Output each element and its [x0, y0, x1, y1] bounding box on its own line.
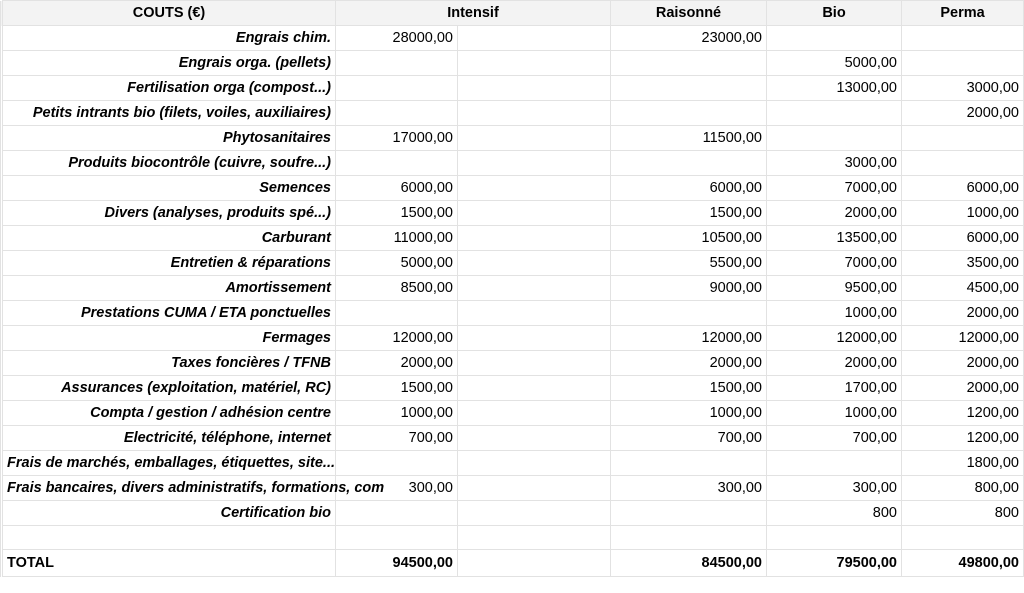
- cell-raisonne[interactable]: 23000,00: [611, 26, 767, 51]
- cell-intensif[interactable]: [336, 101, 458, 126]
- cell-extra[interactable]: [458, 376, 611, 401]
- cell-raisonne[interactable]: [611, 51, 767, 76]
- cell-extra[interactable]: [458, 426, 611, 451]
- cell-bio[interactable]: 1000,00: [767, 301, 902, 326]
- cell-raisonne[interactable]: [611, 301, 767, 326]
- total-extra[interactable]: [458, 550, 611, 577]
- row-label[interactable]: Amortissement: [3, 276, 336, 301]
- row-label[interactable]: Taxes foncières / TFNB: [3, 351, 336, 376]
- cell[interactable]: [3, 526, 336, 550]
- cell-perma[interactable]: 2000,00: [902, 101, 1024, 126]
- cell-bio[interactable]: [767, 126, 902, 151]
- cell-extra[interactable]: [458, 401, 611, 426]
- table-row: [1, 326, 1024, 351]
- cell-intensif[interactable]: 2000,00: [336, 351, 458, 376]
- cell-perma[interactable]: 1800,00: [902, 451, 1024, 476]
- row-label[interactable]: Engrais orga. (pellets): [3, 51, 336, 76]
- cell-bio[interactable]: 300,00: [767, 476, 902, 501]
- cell[interactable]: [902, 526, 1024, 550]
- cell-raisonne[interactable]: [611, 76, 767, 101]
- row-label[interactable]: Electricité, téléphone, internet: [3, 426, 336, 451]
- table-row: [1, 376, 1024, 401]
- cell-bio[interactable]: 12000,00: [767, 326, 902, 351]
- table-row: [1, 276, 1024, 301]
- header-cell-raisonne[interactable]: Raisonné: [611, 1, 767, 26]
- cell-perma[interactable]: [902, 51, 1024, 76]
- table-row: [1, 26, 1024, 51]
- cell-extra[interactable]: [458, 51, 611, 76]
- total-row: [1, 550, 1024, 577]
- cell-extra[interactable]: [458, 276, 611, 301]
- cell-bio[interactable]: 13000,00: [767, 76, 902, 101]
- cell-raisonne[interactable]: 12000,00: [611, 326, 767, 351]
- cell-intensif[interactable]: [336, 301, 458, 326]
- cell-intensif[interactable]: 1500,00: [336, 201, 458, 226]
- table-row: [1, 76, 1024, 101]
- cell-perma[interactable]: [902, 151, 1024, 176]
- cell-perma[interactable]: 3000,00: [902, 76, 1024, 101]
- cell-raisonne[interactable]: 1500,00: [611, 376, 767, 401]
- cell-bio[interactable]: 1700,00: [767, 376, 902, 401]
- cell-raisonne[interactable]: 300,00: [611, 476, 767, 501]
- row-label[interactable]: Fertilisation orga (compost...): [3, 76, 336, 101]
- cell-perma[interactable]: 2000,00: [902, 351, 1024, 376]
- cell[interactable]: [458, 526, 611, 550]
- cell-raisonne[interactable]: [611, 101, 767, 126]
- cell-raisonne[interactable]: [611, 151, 767, 176]
- row-label[interactable]: Produits biocontrôle (cuivre, soufre...): [3, 151, 336, 176]
- cell-extra[interactable]: [458, 351, 611, 376]
- cell-intensif[interactable]: 1500,00: [336, 376, 458, 401]
- table-row: [1, 176, 1024, 201]
- cell-extra[interactable]: [458, 126, 611, 151]
- cell-intensif[interactable]: [336, 451, 458, 476]
- cell-perma[interactable]: [902, 26, 1024, 51]
- cell-perma[interactable]: 4500,00: [902, 276, 1024, 301]
- table-row: [1, 476, 1024, 501]
- cell-bio[interactable]: [767, 451, 902, 476]
- cell-extra[interactable]: [458, 201, 611, 226]
- table-row: [1, 251, 1024, 276]
- cell-bio[interactable]: 7000,00: [767, 251, 902, 276]
- table-row: [1, 401, 1024, 426]
- cell-raisonne[interactable]: 2000,00: [611, 351, 767, 376]
- table-row: [1, 501, 1024, 526]
- header-cell-bio[interactable]: Bio: [767, 1, 902, 26]
- table-row: [1, 301, 1024, 326]
- table-row: [1, 426, 1024, 451]
- cell-perma[interactable]: 2000,00: [902, 301, 1024, 326]
- cell-perma[interactable]: 12000,00: [902, 326, 1024, 351]
- cell-perma[interactable]: 6000,00: [902, 226, 1024, 251]
- row-label[interactable]: Frais de marchés, emballages, étiquettes, site...: [3, 451, 336, 476]
- cell-extra[interactable]: [458, 326, 611, 351]
- total-perma[interactable]: 49800,00: [902, 550, 1024, 577]
- cell-raisonne[interactable]: 11500,00: [611, 126, 767, 151]
- table-row: [1, 351, 1024, 376]
- row-label[interactable]: Entretien & réparations: [3, 251, 336, 276]
- cell-extra[interactable]: [458, 451, 611, 476]
- cell-intensif[interactable]: [336, 76, 458, 101]
- row-label[interactable]: Engrais chim.: [3, 26, 336, 51]
- cell-bio[interactable]: [767, 26, 902, 51]
- total-raisonne[interactable]: 84500,00: [611, 550, 767, 577]
- row-label[interactable]: Petits intrants bio (filets, voiles, auxiliaires): [3, 101, 336, 126]
- cell-perma[interactable]: 1200,00: [902, 401, 1024, 426]
- cell-intensif[interactable]: 11000,00: [336, 226, 458, 251]
- cell-bio[interactable]: 3000,00: [767, 151, 902, 176]
- cell-raisonne[interactable]: 9000,00: [611, 276, 767, 301]
- row-label[interactable]: Phytosanitaires: [3, 126, 336, 151]
- cell-intensif[interactable]: 5000,00: [336, 251, 458, 276]
- row-label[interactable]: Compta / gestion / adhésion centre: [3, 401, 336, 426]
- row-label[interactable]: Divers (analyses, produits spé...): [3, 201, 336, 226]
- cell-perma[interactable]: 800: [902, 501, 1024, 526]
- cell-extra[interactable]: [458, 101, 611, 126]
- cell-extra[interactable]: [458, 301, 611, 326]
- cell-perma[interactable]: 2000,00: [902, 376, 1024, 401]
- header-row: [1, 1, 1024, 26]
- table-row: [1, 126, 1024, 151]
- cell-intensif[interactable]: [336, 51, 458, 76]
- cell-raisonne[interactable]: 700,00: [611, 426, 767, 451]
- table-row: [1, 151, 1024, 176]
- cell-extra[interactable]: [458, 251, 611, 276]
- total-intensif[interactable]: 94500,00: [336, 550, 458, 577]
- cell-perma[interactable]: 6000,00: [902, 176, 1024, 201]
- table-row: [1, 101, 1024, 126]
- cell-intensif[interactable]: 8500,00: [336, 276, 458, 301]
- empty-row: [1, 526, 1024, 550]
- cell-bio[interactable]: [767, 101, 902, 126]
- cell-extra[interactable]: [458, 26, 611, 51]
- cell-intensif[interactable]: 300,00: [336, 476, 458, 501]
- header-cell-label[interactable]: COUTS (€): [3, 1, 336, 26]
- cell-bio[interactable]: 700,00: [767, 426, 902, 451]
- cell-bio[interactable]: 2000,00: [767, 351, 902, 376]
- cell-raisonne[interactable]: 1000,00: [611, 401, 767, 426]
- header-cell-perma[interactable]: Perma: [902, 1, 1024, 26]
- row-label[interactable]: Assurances (exploitation, matériel, RC): [3, 376, 336, 401]
- total-label[interactable]: TOTAL: [3, 550, 336, 577]
- cell-perma[interactable]: [902, 126, 1024, 151]
- row-label[interactable]: Prestations CUMA / ETA ponctuelles: [3, 301, 336, 326]
- cell-extra[interactable]: [458, 226, 611, 251]
- cell-bio[interactable]: 5000,00: [767, 51, 902, 76]
- cell-raisonne[interactable]: [611, 501, 767, 526]
- cell-bio[interactable]: 2000,00: [767, 201, 902, 226]
- cell-intensif[interactable]: 17000,00: [336, 126, 458, 151]
- cell-bio[interactable]: 9500,00: [767, 276, 902, 301]
- cell-perma[interactable]: 1200,00: [902, 426, 1024, 451]
- table-row: [1, 51, 1024, 76]
- cell-raisonne[interactable]: 1500,00: [611, 201, 767, 226]
- table-row: [1, 451, 1024, 476]
- cell-bio[interactable]: 1000,00: [767, 401, 902, 426]
- cell-intensif[interactable]: 28000,00: [336, 26, 458, 51]
- cell[interactable]: [336, 526, 458, 550]
- cell-raisonne[interactable]: [611, 451, 767, 476]
- cell-extra[interactable]: [458, 76, 611, 101]
- cell-bio[interactable]: 800: [767, 501, 902, 526]
- cell-intensif[interactable]: [336, 151, 458, 176]
- row-label[interactable]: Carburant: [3, 226, 336, 251]
- cell-extra[interactable]: [458, 176, 611, 201]
- total-bio[interactable]: 79500,00: [767, 550, 902, 577]
- cell-intensif[interactable]: 1000,00: [336, 401, 458, 426]
- row-label[interactable]: Fermages: [3, 326, 336, 351]
- cell-raisonne[interactable]: 5500,00: [611, 251, 767, 276]
- row-label[interactable]: Semences: [3, 176, 336, 201]
- cell-perma[interactable]: 1000,00: [902, 201, 1024, 226]
- table-row: [1, 201, 1024, 226]
- cell-extra[interactable]: [458, 151, 611, 176]
- cell-extra[interactable]: [458, 476, 611, 501]
- cell[interactable]: [767, 526, 902, 550]
- row-label[interactable]: Certification bio: [3, 501, 336, 526]
- cell-intensif[interactable]: 6000,00: [336, 176, 458, 201]
- cell-perma[interactable]: 800,00: [902, 476, 1024, 501]
- cell-extra[interactable]: [458, 501, 611, 526]
- cell-raisonne[interactable]: 6000,00: [611, 176, 767, 201]
- table-row: [1, 226, 1024, 251]
- cell-bio[interactable]: 13500,00: [767, 226, 902, 251]
- header-cell-intensif[interactable]: Intensif: [336, 1, 611, 26]
- cell-raisonne[interactable]: 10500,00: [611, 226, 767, 251]
- cell[interactable]: [611, 526, 767, 550]
- cell-perma[interactable]: 3500,00: [902, 251, 1024, 276]
- cell-intensif[interactable]: [336, 501, 458, 526]
- cell-intensif[interactable]: 12000,00: [336, 326, 458, 351]
- cell-intensif[interactable]: 700,00: [336, 426, 458, 451]
- cell-bio[interactable]: 7000,00: [767, 176, 902, 201]
- row-label[interactable]: Frais bancaires, divers administratifs, formations, com: [3, 476, 336, 501]
